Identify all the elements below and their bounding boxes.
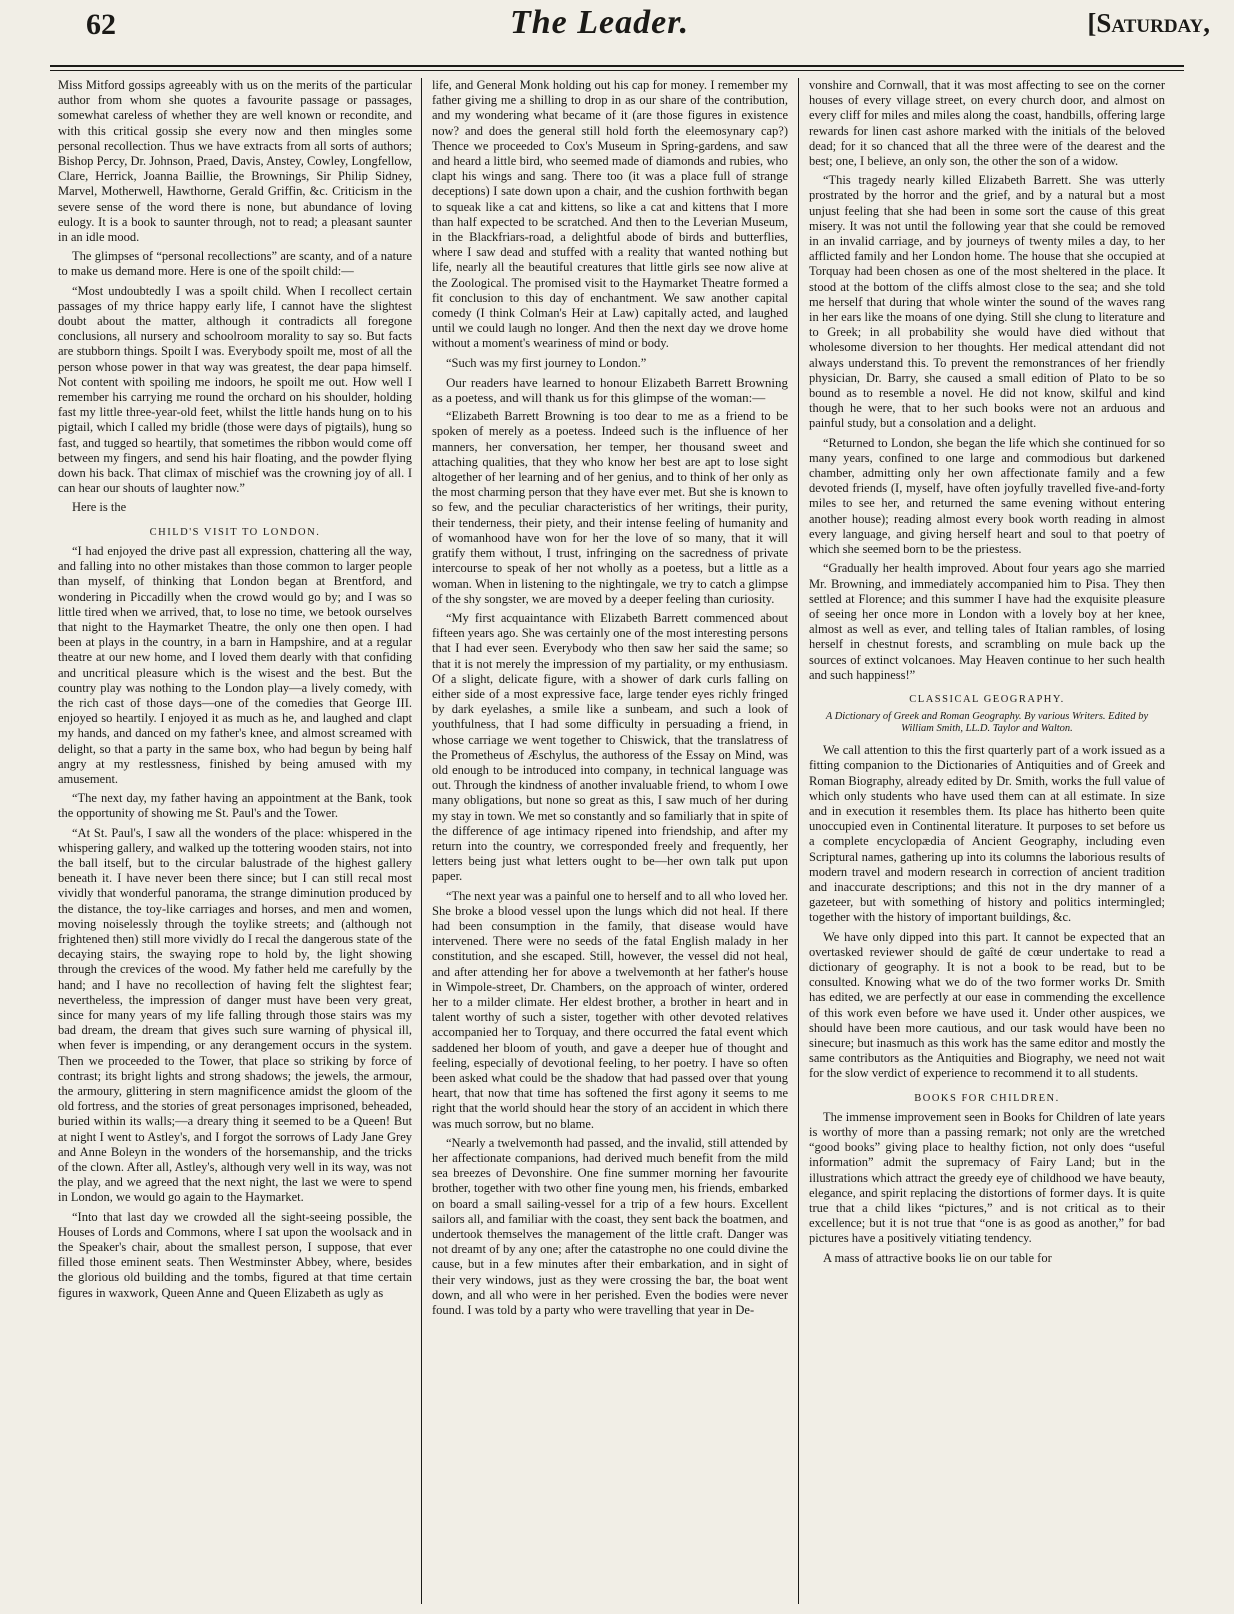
- quote-paragraph: “I had enjoyed the drive past all expression, chattering all the way, and falling into no other mistakes than those common to larger people than myself, of thinking that London began at Brentford, and wondering in Piccadilly when the crowd would go by; and I was so little tired when we arrived, that, to lose no time, we betook ourselves that night to the Haymarket Theatre, the only one then open. I had been at plays in the country, in a barn in Hampshire, and at a regular theatre at our new home, and I loved them dearly with that confiding and uncritical pleasure which is the wisest and the best. But the country play was nothing to the London play—a lively comedy, with the rich cast of those days—one of the comedies that George III. enjoyed so heartily. I enjoyed it as much as he, and laughed and clapt my hands, and danced on my father's knee, and almost screamed with delight, so that a party in the same box, who had begun by being half angry at my restlessness, finished by being amused with my amusement.: [58, 543, 412, 786]
- paragraph: Here is the: [72, 500, 127, 515]
- review-paragraph: The immense improvement seen in Books for Children of late years is worthy of more than a passing remark; not only are the wretched “good books” giving place to healthy fiction, not only does “useful information” admit the supremacy of Fairy Land; but in the illustrations which attract the greedy eye of childhood we have beauty, elegance, and spirit replacing the distortions of former days. It is quite true that a child likes “pictures,” and is not critical as to their excellence; but it is not true that “one is as good as another,” for bad pictures have a positively vitiating tendency.: [809, 1109, 1165, 1246]
- quote-paragraph: “Such was my first journey to London.”: [446, 355, 647, 370]
- quote-paragraph: vonshire and Cornwall, that it was most affecting to see on the corner houses of every village street, on every church door, and almost on every cliff for miles and miles along the coast, handbills, offering large rewards for linen cast ashore marked with the initials of the beloved dead; for it so chanced that all the three were of the dearest and the best; one, I believe, an only son, the other the son of a widow.: [809, 78, 1165, 169]
- section-heading: CHILD'S VISIT TO LONDON.: [149, 526, 321, 538]
- quote-paragraph: “Nearly a twelvemonth had passed, and the invalid, still attended by her affectionate companions, had derived much benefit from the mild sea breezes of Devonshire. One fine summer morning her favourite brother, together with two other fine young men, his friends, embarked on board a small sailing-vessel for a trip of a few hours. Excellent sailors all, and familiar with the coast, they sent back the boatmen, and undertook themselves the management of the little craft. Danger was not dreamt of by any one; after the catastrophe no one could divine the cause, but in a few minutes after their embarkation, and in sight of their very windows, just as they were crossing the bar, the boat went down, and all who were in her perished. Even the bodies were never found. I was told by a party who were travelling that year in De-: [432, 1135, 788, 1318]
- quote-paragraph: “Most undoubtedly I was a spoilt child. When I recollect certain passages of my thrice happy early life, I cannot have the slightest doubt about the matter, although it contradicts all foregone conclusions, all nursery and schoolroom morality to say so. But facts are stubborn things. Spoilt I was. Everybody spoilt me, most of all the person whose power in that way was greatest, the dear papa himself. Not content with spoiling me indoors, he spoilt me out. How well I remember his carrying me round the orchard on his shoulder, holding fast my little three-year-old feet, whilst the little hands hung on to his pigtail, which I called my bridle (those were days of pigtails), hung so fast, and tugged so heartily, that sometimes the ribbon would come off between my fingers, and send his hair floating, and the powder flying down his back. That climax of mischief was the crowning joy of all. I can hear our shouts of laughter now.”: [58, 283, 412, 496]
- book-reference: A Dictionary of Greek and Roman Geography. By various Writers. Edited by William Smith, LL.D. Taylor and Walton.: [825, 711, 1149, 735]
- quote-paragraph: “This tragedy nearly killed Elizabeth Barrett. She was utterly prostrated by the horror and the grief, and by a natural but a most unjust feeling that she had been in some sort the cause of this great misery. It was not until the following year that she could be removed in an invalid carriage, and by journeys of twenty miles a day, to her afflicted family and her London home. The house that she occupied at Torquay had been chosen as one of the most sheltered in the place. It stood at the bottom of the cliffs almost close to the sea; and she told me herself that during that whole winter the sound of the waves rang in her ears like the moans of one dying. Still she clung to literature and to Greek; in all probability she would have died without that wholesome diversion to her thoughts. Her medical attendant did not always understand this. To prevent the remonstrances of her friendly physician, Dr. Barry, she caused a small edition of Plato to be so bound as to resemble a novel. He did not know, skilful and kind though he were, that to her such books were not an arduous and painful study, but a consolation and a delight.: [809, 173, 1165, 431]
- column-2: [432, 78, 788, 1604]
- section-heading: BOOKS FOR CHILDREN.: [914, 1092, 1060, 1104]
- review-paragraph: We call attention to this the first quarterly part of a work issued as a fitting companion to the Dictionaries of Antiquities and of Greek and Roman Biography, already edited by Dr. Smith, works the full value of which only students who have used them can at all estimate. In size and in execution it resembles them. Its place has hitherto been quite unoccupied even in Continental literature. It purposes to set before us a complete encyclopædia of Ancient Geography, including even Scriptural names, gathering up into its columns the laborious results of modern travel and modern research in correction of ancient tradition and inaccurate descriptions; and this not in the dry manner of a gazeteer, but with something of history and politics intermingled; together with the history of important buildings, &c.: [809, 743, 1165, 925]
- quote-paragraph: “Gradually her health improved. About four years ago she married Mr. Browning, and immediately accompanied him to Pisa. They then settled at Florence; and this summer I have had the exquisite pleasure of seeing her once more in London with a lovely boy at her knee, almost as well as ever, and telling tales of Italian rambles, of losing herself in chestnut forests, and scrambling on mule back up the sources of extinct volcanoes. May Heaven continue to her such health and such happiness!”: [809, 561, 1165, 682]
- paragraph: The glimpses of “personal recollections” are scanty, and of a nature to make us demand more. Here is one of the spoilt child:—: [58, 249, 412, 279]
- column-divider: [421, 78, 422, 1604]
- masthead-title: The Leader.: [510, 4, 690, 41]
- quote-paragraph: “At St. Paul's, I saw all the wonders of the place: whispered in the whispering gallery, and walked up the tottering wooden stairs, not into the ball itself, but to the circular balustrade of the highest gallery beneath it. I have never been there since; but I can still recal most vividly that wonderful panorama, the strange diminution produced by the distance, the toy-like carriages and horses, and men and women, moving noiselessly through the toylike streets; and (although not frightened then) still more vividly do I recal the dangerous state of the decaying stairs, the swaying rope to hold by, the light showing through the crevices of the wood. My father held me carefully by the hand; and I have no recollection of having felt the slightest fear; nevertheless, the impression of danger must have been very great, since for many years of my life falling through those stairs was my bad dream, the dream that gives such sure warning of physical ill, when fever is impending, or any derangement occurs in the system. Then we proceeded to the Tower, that place so striking by force of contrast; its bright lights and strong shadows; the jewels, the armour, the armoury, glittering in stern magnificence amidst the gloom of the old fortress, and the stories of great personages imprisoned, beheaded, buried within its walls;—a dreary thing it seemed to be a Queen! But at night I went to Astley's, and I forgot the sorrows of Lady Jane Grey and Anne Boleyn in the wonders of the horsemanship, and the tricks of the clown. After all, Astley's, although very well in its way, was not the play, and we agreed that the next night, the last we were to spend in London, we would go again to the Haymarket.: [58, 825, 412, 1205]
- page-number: 62: [86, 8, 116, 41]
- header-rule: [50, 65, 1184, 67]
- paragraph: Our readers have learned to honour Elizabeth Barrett Browning as a poetess, and will thank us for this glimpse of the woman:—: [432, 374, 788, 406]
- quote-paragraph: “Into that last day we crowded all the sight-seeing possible, the Houses of Lords and Commons, where I sat upon the woolsack and in the Speaker's chair, about the smallest person, I suppose, that ever filled those eminent seats. Then Westminster Abbey, where, besides the glorious old building and the tombs, figured at that time certain figures in waxwork, Queen Anne and Queen Elizabeth as ugly as: [58, 1209, 412, 1300]
- header-rule-thin: [50, 70, 1184, 71]
- quote-paragraph: “Elizabeth Barrett Browning is too dear to me as a friend to be spoken of merely as a poetess. Indeed such is the influence of her manners, her conversation, her temper, her thousand sweet and attaching qualities, that they who know her best are apt to lose sight altogether of her learning and of her genius, and to think of her only as the most charming person that they have ever met. But she is known to so few, and the peculiar characteristics of her writings, their purity, their tenderness, their piety, and their intense feeling of humanity and of womanhood have won for her the love of so many, that it will gratify them without, I trust, infringing on the sacredness of private intercourse to speak of her not wholly as a poetess, but a little as a woman. When in listening to the nightingale, we try to catch a glimpse of the shy songster, we are moved by a deeper feeling than curiosity.: [432, 409, 788, 606]
- column-3: [809, 78, 1165, 1604]
- issue-day: [Saturday,: [1087, 8, 1210, 38]
- quote-paragraph: “The next day, my father having an appointment at the Bank, took the opportunity of showing me St. Paul's and the Tower.: [58, 791, 412, 821]
- review-paragraph: A mass of attractive books lie on our table for: [823, 1250, 1052, 1265]
- paragraph: Miss Mitford gossips agreeably with us on the merits of the particular author from whom she quotes a favourite passage or passages, somewhat careless of whether they are well known or recondite, and with this critical gossip she every now and then mingles some personal recollection. Thus we have extracts from all sorts of authors; Bishop Percy, Dr. Johnson, Praed, Davis, Anstey, Cowley, Longfellow, Clare, Herrick, Joanna Baillie, the Brownings, Sir Philip Sidney, Marvel, Motherwell, Hawthorne, Gerald Griffin, &c. Criticism in the severe sense of the word there is none, but abundance of loving eulogy. It is a book to saunter through, not to read; a pleasant saunter in an idle mood.: [58, 78, 412, 245]
- quote-paragraph: life, and General Monk holding out his cap for money. I remember my father giving me a shilling to drop in as our share of the contribution, and my wondering what became of it (are those figures in existence now? and does the general still hold forth the eleemosynary cap?) Thence we proceeded to Cox's Museum in Spring-gardens, and saw and heard a little bird, who seemed made of diamonds and rubies, who clapt his wings and sang. There too (it was a place full of strange deceptions) I sate down upon a chair, and the cushion forthwith began to squeak like a cat and kittens, so like a cat and kittens that I more than half expected to be scratched. And then to the Leverian Museum, in the Blackfriars-road, a delightful abode of birds and butterflies, where I saw dead and stuffed with a reality that wanted nothing but life, nearly all the beautiful creatures that little girls see now alive at the Zoological. The promised visit to the Haymarket Theatre formed a fit conclusion to this day of enchantment. We saw another capital comedy (I think Colman's Heir at Law) capitally acted, and laughed until we could laugh no longer. And then the next day we drove home without a moment's weariness of mind or body.: [432, 78, 788, 351]
- quote-paragraph: “Returned to London, she began the life which she continued for so many years, confined to one large and commodious but darkened chamber, admitting only her own affectionate family and a few devoted friends (I, myself, have often joyfully travelled five-and-forty miles to see her, and returned the same evening without entering another house); reading almost every book worth reading in almost every language, and giving herself heart and soul to that poetry of which she seemed born to be the priestess.: [809, 435, 1165, 557]
- section-heading: CLASSICAL GEOGRAPHY.: [909, 693, 1065, 705]
- review-paragraph: We have only dipped into this part. It cannot be expected that an overtasked reviewer should de gaîté de cœur undertake to read a dictionary of geography. It is not a book to be read, but to be consulted. Knowing what we do of the two former works Dr. Smith has edited, we are perfectly at our ease in commending the excellence of this work even before we have used it. Under other auspices, we should have been more cautious, and our task would have been no sinecure; but inasmuch as this work has the same editor and mostly the same contributors as the Antiquities and Biography, we need not wait for the slow verdict of experience to recommend it to all students.: [809, 929, 1165, 1081]
- quote-paragraph: “My first acquaintance with Elizabeth Barrett commenced about fifteen years ago. She was certainly one of the most interesting persons that I had ever seen. Everybody who then saw her said the same; so that it is not merely the impression of my partiality, or my enthusiasm. Of a slight, delicate figure, with a shower of dark curls falling on either side of a most expressive face, large tender eyes richly fringed by dark eyelashes, a smile like a sunbeam, and such a look of youthfulness, that I had some difficulty in persuading a friend, in whose carriage we went together to Chiswick, that the translatress of the Prometheus of Æschylus, the authoress of the Essay on Mind, was old enough to be introduced into company, in technical language was out. Through the kindness of another invaluable friend, to whom I owe many obligations, but none so great as this, I saw much of her during my stay in town. We met so constantly and so familiarly that in spite of the difference of age intimacy ripened into friendship, and after my return into the country, we corresponded freely and frequently, her letters being just what letters ought to be—her own talk put upon paper.: [432, 610, 788, 884]
- page-header: [50, 0, 1224, 62]
- column-divider: [798, 78, 799, 1604]
- column-1: [58, 78, 412, 1604]
- quote-paragraph: “The next year was a painful one to herself and to all who loved her. She broke a blood vessel upon the lungs which did not heal. If there had been consumption in the family, that disease would have intervened. There were no seeds of the fatal English malady in her constitution, and she escaped. Still, however, the vessel did not heal, and after attending her for above a twelvemonth at her father's house in Wimpole-street, Dr. Chambers, on the approach of winter, ordered her to a milder climate. Her eldest brother, a brother in heart and in talent worthy of such a sister, together with other devoted relatives accompanied her to Torquay, and there occurred the fatal event which saddened her bloom of youth, and gave a deeper hue of thought and feeling, especially of devotional feeling, to her poetry. I have so often been asked what could be the shadow that had passed over that young heart, that now that time has softened the first agony it seems to me right that the world should hear the story of an accident in which there was much sorrow, but no blame.: [432, 888, 788, 1131]
